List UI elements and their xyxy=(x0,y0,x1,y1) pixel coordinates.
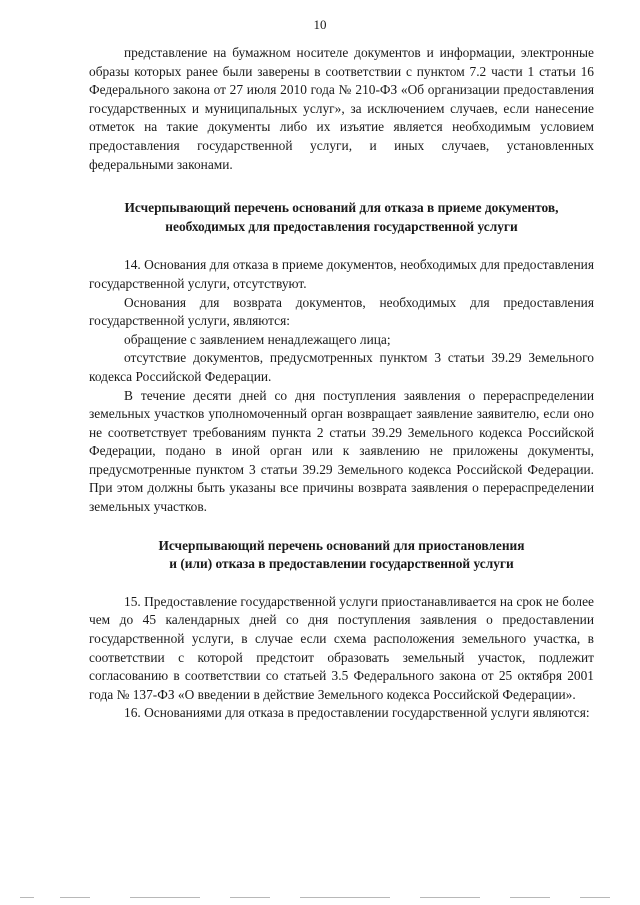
section-heading-suspension-refusal xyxy=(89,537,594,574)
scan-artifact-bottom xyxy=(0,895,640,901)
section-heading-line-2: и (или) отказа в предоставлении государственной услуги xyxy=(169,556,514,572)
paragraph-continuation: представление на бумажном носителе документов и информации, электронные образы которых ранее были заверены в соответствии с пунктом 7.2 части 1 статьи 16 Федерального закона от 27 июля 2010 года № 210-ФЗ «Об организации предоставления государственных и муниципальных услуг», за исключением случаев, если нанесение отметок на такие документы либо их изъятие является необходимым условием предоставления государственной услуги, и иных случаев, установленных федеральными законами. xyxy=(89,45,594,172)
paragraph-missing-documents: отсутствие документов, предусмотренных пунктом 3 статьи 39.29 Земельного кодекса Российской Федерации. xyxy=(89,350,594,384)
document-body xyxy=(89,44,594,723)
section-heading-line-1: Исчерпывающий перечень оснований для приостановления xyxy=(158,537,525,553)
page-number: 10 xyxy=(313,17,327,32)
section-heading-refusal-acceptance: Исчерпывающий перечень оснований для отказа в приеме документов, необходимых для предоставления государственной услуги xyxy=(124,200,559,234)
paragraph-16: 16. Основаниями для отказа в предоставлении государственной услуги являются: xyxy=(124,705,590,721)
paragraph-return-grounds: Основания для возврата документов, необходимых для предоставления государственной услуги, являются: xyxy=(89,294,594,329)
paragraph-improper-person: обращение с заявлением ненадлежащего лица; xyxy=(124,331,391,347)
paragraph-15: 15. Предоставление государственной услуги приостанавливается на срок не более чем до 45 календарных дней со дня поступления заявления о предоставлении государственной услуги, в случае если схема расположения земельного участка, в соответствии с которой предстоит образовать земельный участок, подлежит согласованию в соответствии со статьей 3.5 Федерального закона от 25 октября 2001 года № 137-ФЗ «О введении в действие Земельного кодекса Российской Федерации». xyxy=(89,593,594,702)
paragraph-14: 14. Основания для отказа в приеме документов, необходимых для предоставления государственной услуги, отсутствуют. xyxy=(89,257,594,291)
paragraph-return-within-ten-days: В течение десяти дней со дня поступления заявления о перераспределении земельных участков уполномоченный орган возвращает заявление заявителю, если оно не соответствует требованиям пункта 2 статьи 39.29 Земельного кодекса Российской Федерации, подано в иной орган или к заявлению не приложены документы, предусмотренные пунктом 3 статьи 39.29 Земельного кодекса Российской Федерации. При этом должны быть указаны все причины возврата заявления о перераспределении земельных участков. xyxy=(89,387,594,515)
